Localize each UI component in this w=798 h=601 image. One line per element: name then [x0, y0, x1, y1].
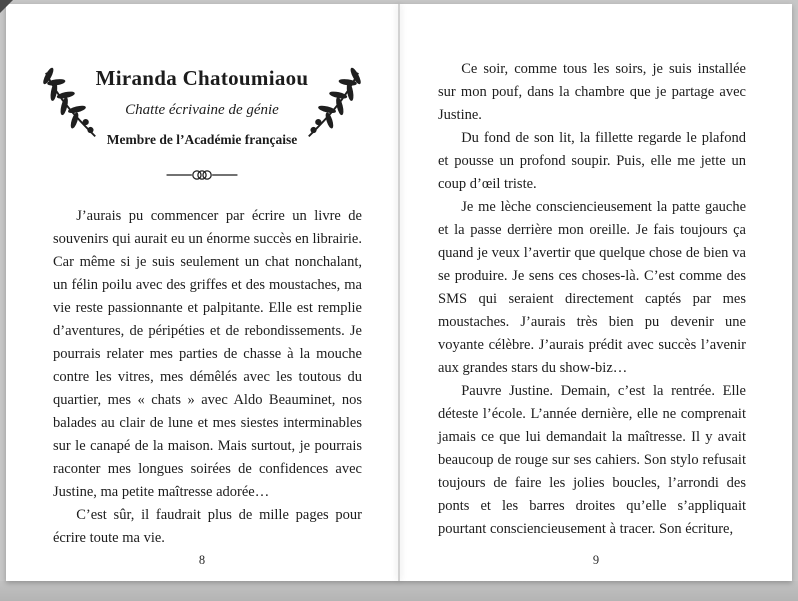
right-page-body: [438, 58, 746, 541]
body-paragraph: Du fond de son lit, la fillette regarde le plafond et pousse un profond soupir. Puis, elle me jette un coup d’œil triste.: [438, 130, 746, 192]
body-paragraph: Je me lèche consciencieusement la patte gauche et la passe derrière mon oreille. Je fais toujours ça quand je veux l’avertir que quelque chose de bien va se produire. Je sens ces choses-là. C’est comme des SMS qui seraient directement captés par mes moustaches. J’aurais très bien pu devenir une voyante célèbre. J’aurais prédit avec succès l’avenir aux grandes stars du show-biz…: [438, 199, 746, 376]
chapter-affiliation: Membre de l’Académie française: [106, 132, 298, 147]
scan-corner-artifact: [0, 0, 13, 13]
body-paragraph: Pauvre Justine. Demain, c’est la rentrée. Elle déteste l’école. L’année dernière, elle ne comprenait jamais ce que lui demandait la maîtresse. Il y avait beaucoup de rouge sur ses cahiers. Son stylo refusait toujours de faire les jolies boucles, l’arrondi des ponts et les barres droites qu’elle s’appliquait pourtant consciencieusement à tracer. Son écriture,: [438, 383, 746, 537]
olive-branch-left-icon: [38, 60, 100, 146]
scan-bottom-edge: [0, 581, 798, 601]
page-number-right: 9: [592, 553, 600, 567]
open-book-pages: [6, 4, 792, 581]
chapter-heading: [6, 66, 398, 148]
body-paragraph: Ce soir, comme tous les soirs, je suis installée sur mon pouf, dans la chambre que je partage avec Justine.: [438, 61, 746, 123]
page-right: [400, 4, 792, 581]
chapter-title: Miranda Chatoumiaou: [95, 66, 309, 90]
body-paragraph: J’aurais pu commencer par écrire un livre de souvenirs qui aurait eu un énorme succès en librairie. Car même si je suis seulement un chat nonchalant, un félin poilu avec des griffes et des moustaches, ma vie reste passionnante et palpitante. Elle est remplie d’aventures, de péripéties et de rebondissements. Je pourrais relater mes parties de chasse à la mouche contre les vitres, mes démêlés avec les toutous du quartier, mes « chats » avec Aldo Beauminet, nos balades au clair de lune et mes siestes interminables sur le canapé de la maison. Mais surtout, je pourrais raconter mes longues soirées de confidences avec Justine, ma petite maîtresse adorée…: [53, 208, 362, 500]
coil-divider-icon: [6, 165, 398, 190]
left-page-body: [53, 205, 362, 550]
page-number-left: 8: [198, 553, 206, 567]
body-paragraph: C’est sûr, il faudrait plus de mille pages pour écrire toute ma vie.: [53, 507, 362, 546]
olive-branch-right-icon: [304, 60, 366, 146]
chapter-subtitle: Chatte écrivaine de génie: [125, 102, 279, 118]
page-left: [6, 4, 398, 581]
